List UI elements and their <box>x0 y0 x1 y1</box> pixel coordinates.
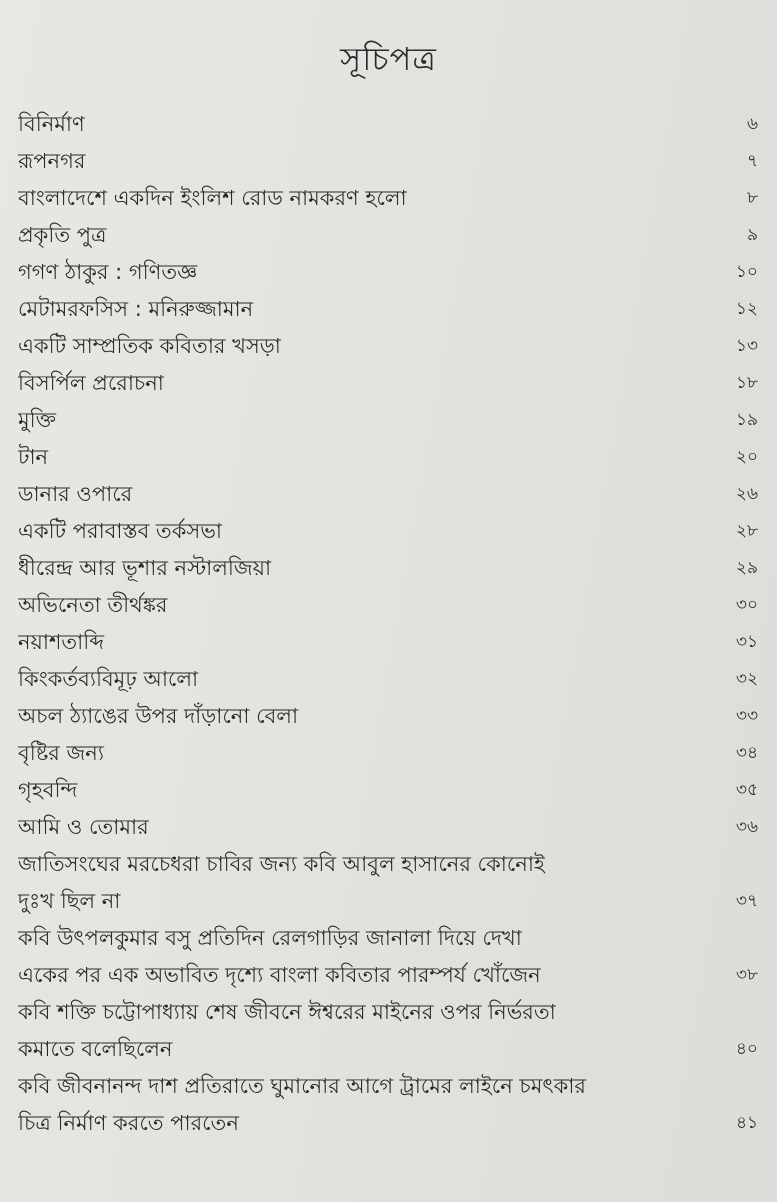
toc-entry-title: বৃষ্টির জন্য <box>18 741 104 765</box>
toc-entry-title: মেটামরফসিস : মনিরুজ্জামান <box>18 297 254 321</box>
toc-page-number: ৩৭ <box>735 891 758 911</box>
toc-entry-title: বিনির্মাণ <box>18 112 85 136</box>
toc-entry <box>18 587 758 624</box>
toc-entry <box>18 550 758 587</box>
toc-entry <box>18 846 758 920</box>
toc-entry <box>18 698 758 735</box>
table-of-contents <box>18 106 758 1142</box>
toc-entry-title: টান <box>18 445 49 469</box>
toc-page-number: ৭ <box>746 151 758 171</box>
toc-page-number: ১০ <box>735 262 758 282</box>
toc-page-number: ৬ <box>746 114 758 134</box>
toc-entry <box>18 180 758 217</box>
toc-page-number: ৩৪ <box>735 743 758 763</box>
toc-entry <box>18 920 758 994</box>
toc-page-number: ৩৫ <box>735 780 758 800</box>
toc-entry-title: অভিনেতা তীর্থঙ্কর <box>18 593 168 617</box>
toc-page-number: ৩০ <box>735 595 758 615</box>
toc-page-number: ৯ <box>746 225 758 245</box>
toc-entry-title: গৃহবন্দি <box>18 778 78 802</box>
toc-entry <box>18 365 758 402</box>
toc-entry-title: ধীরেন্দ্র আর ভূশার নস্টালজিয়া <box>18 556 272 580</box>
toc-entry <box>18 439 758 476</box>
toc-entry-title: একের পর এক অভাবিত দৃশ্যে বাংলা কবিতার পারম্পর্য খোঁজেন <box>18 963 541 987</box>
toc-page-number: ৩৩ <box>735 706 758 726</box>
toc-entry <box>18 402 758 439</box>
toc-entry-title: অচল ঠ্যাঙের উপর দাঁড়ানো বেলা <box>18 704 299 728</box>
toc-page-number: ৩৮ <box>735 965 758 985</box>
toc-page-number: ৩১ <box>735 632 758 652</box>
toc-entry-title: নয়াশতাব্দি <box>18 630 105 654</box>
toc-entry <box>18 143 758 180</box>
toc-entry-title: দুঃখ ছিল না <box>18 889 121 913</box>
toc-entry <box>18 217 758 254</box>
toc-entry <box>18 809 758 846</box>
toc-entry <box>18 1068 758 1142</box>
toc-entry-title: একটি সাম্প্রতিক কবিতার খসড়া <box>18 334 281 358</box>
toc-entry <box>18 513 758 550</box>
toc-entry <box>18 106 758 143</box>
toc-page-number: ২৮ <box>735 521 758 541</box>
toc-entry-title: জাতিসংঘের মরচেধরা চাবির জন্য কবি আবুল হাসানের কোনোই <box>18 852 545 876</box>
toc-page-number: ২০ <box>735 447 758 467</box>
toc-entry <box>18 328 758 365</box>
toc-page-number: ২৯ <box>735 558 758 578</box>
toc-page-number: ১৩ <box>735 336 758 356</box>
toc-page-number: ৩২ <box>735 669 758 689</box>
toc-entry-title: রূপনগর <box>18 149 86 173</box>
toc-entry <box>18 735 758 772</box>
toc-entry <box>18 476 758 513</box>
toc-entry <box>18 254 758 291</box>
toc-entry-title: একটি পরাবাস্তব তর্কসভা <box>18 519 222 543</box>
toc-entry-title: কবি শক্তি চট্টোপাধ্যায় শেষ জীবনে ঈশ্বরের মাইনের ওপর নির্ভরতা <box>18 1000 556 1024</box>
toc-entry <box>18 994 758 1068</box>
toc-entry <box>18 661 758 698</box>
toc-entry-title: বিসর্পিল প্ররোচনা <box>18 371 164 395</box>
toc-entry-title: চিত্র নির্মাণ করতে পারতেন <box>18 1111 239 1135</box>
toc-entry-title: মুক্তি <box>18 408 57 432</box>
toc-entry-title: আমি ও তোমার <box>18 815 149 839</box>
toc-entry <box>18 291 758 328</box>
toc-entry-title: কবি উৎপলকুমার বসু প্রতিদিন রেলগাড়ির জানালা দিয়ে দেখা <box>18 926 522 950</box>
toc-page-number: ৩৬ <box>735 817 758 837</box>
toc-entry-title: কমাতে বলেছিলেন <box>18 1037 173 1061</box>
toc-entry-title: বাংলাদেশে একদিন ইংলিশ রোড নামকরণ হলো <box>18 186 407 210</box>
toc-entry <box>18 624 758 661</box>
toc-page-number: ১২ <box>735 299 758 319</box>
toc-entry-title: কিংকর্তব্যবিমূঢ় আলো <box>18 667 199 691</box>
toc-entry <box>18 772 758 809</box>
toc-entry-title: ডানার ওপারে <box>18 482 133 506</box>
toc-page-number: ১৮ <box>735 373 758 393</box>
toc-page-number: ৪১ <box>735 1113 758 1133</box>
toc-entry-title: কবি জীবনানন্দ দাশ প্রতিরাতে ঘুমানোর আগে ট্রামের লাইনে চমৎকার <box>18 1074 586 1098</box>
page-title: সূচিপত্র <box>340 40 437 78</box>
toc-page-number: ২৬ <box>735 484 758 504</box>
toc-page-number: ৪০ <box>735 1039 758 1059</box>
toc-page-number: ৮ <box>746 188 758 208</box>
toc-entry-title: গগণ ঠাকুর : গণিতজ্ঞ <box>18 260 198 284</box>
toc-page-number: ১৯ <box>735 410 758 430</box>
toc-entry-title: প্রকৃতি পুত্র <box>18 223 107 247</box>
